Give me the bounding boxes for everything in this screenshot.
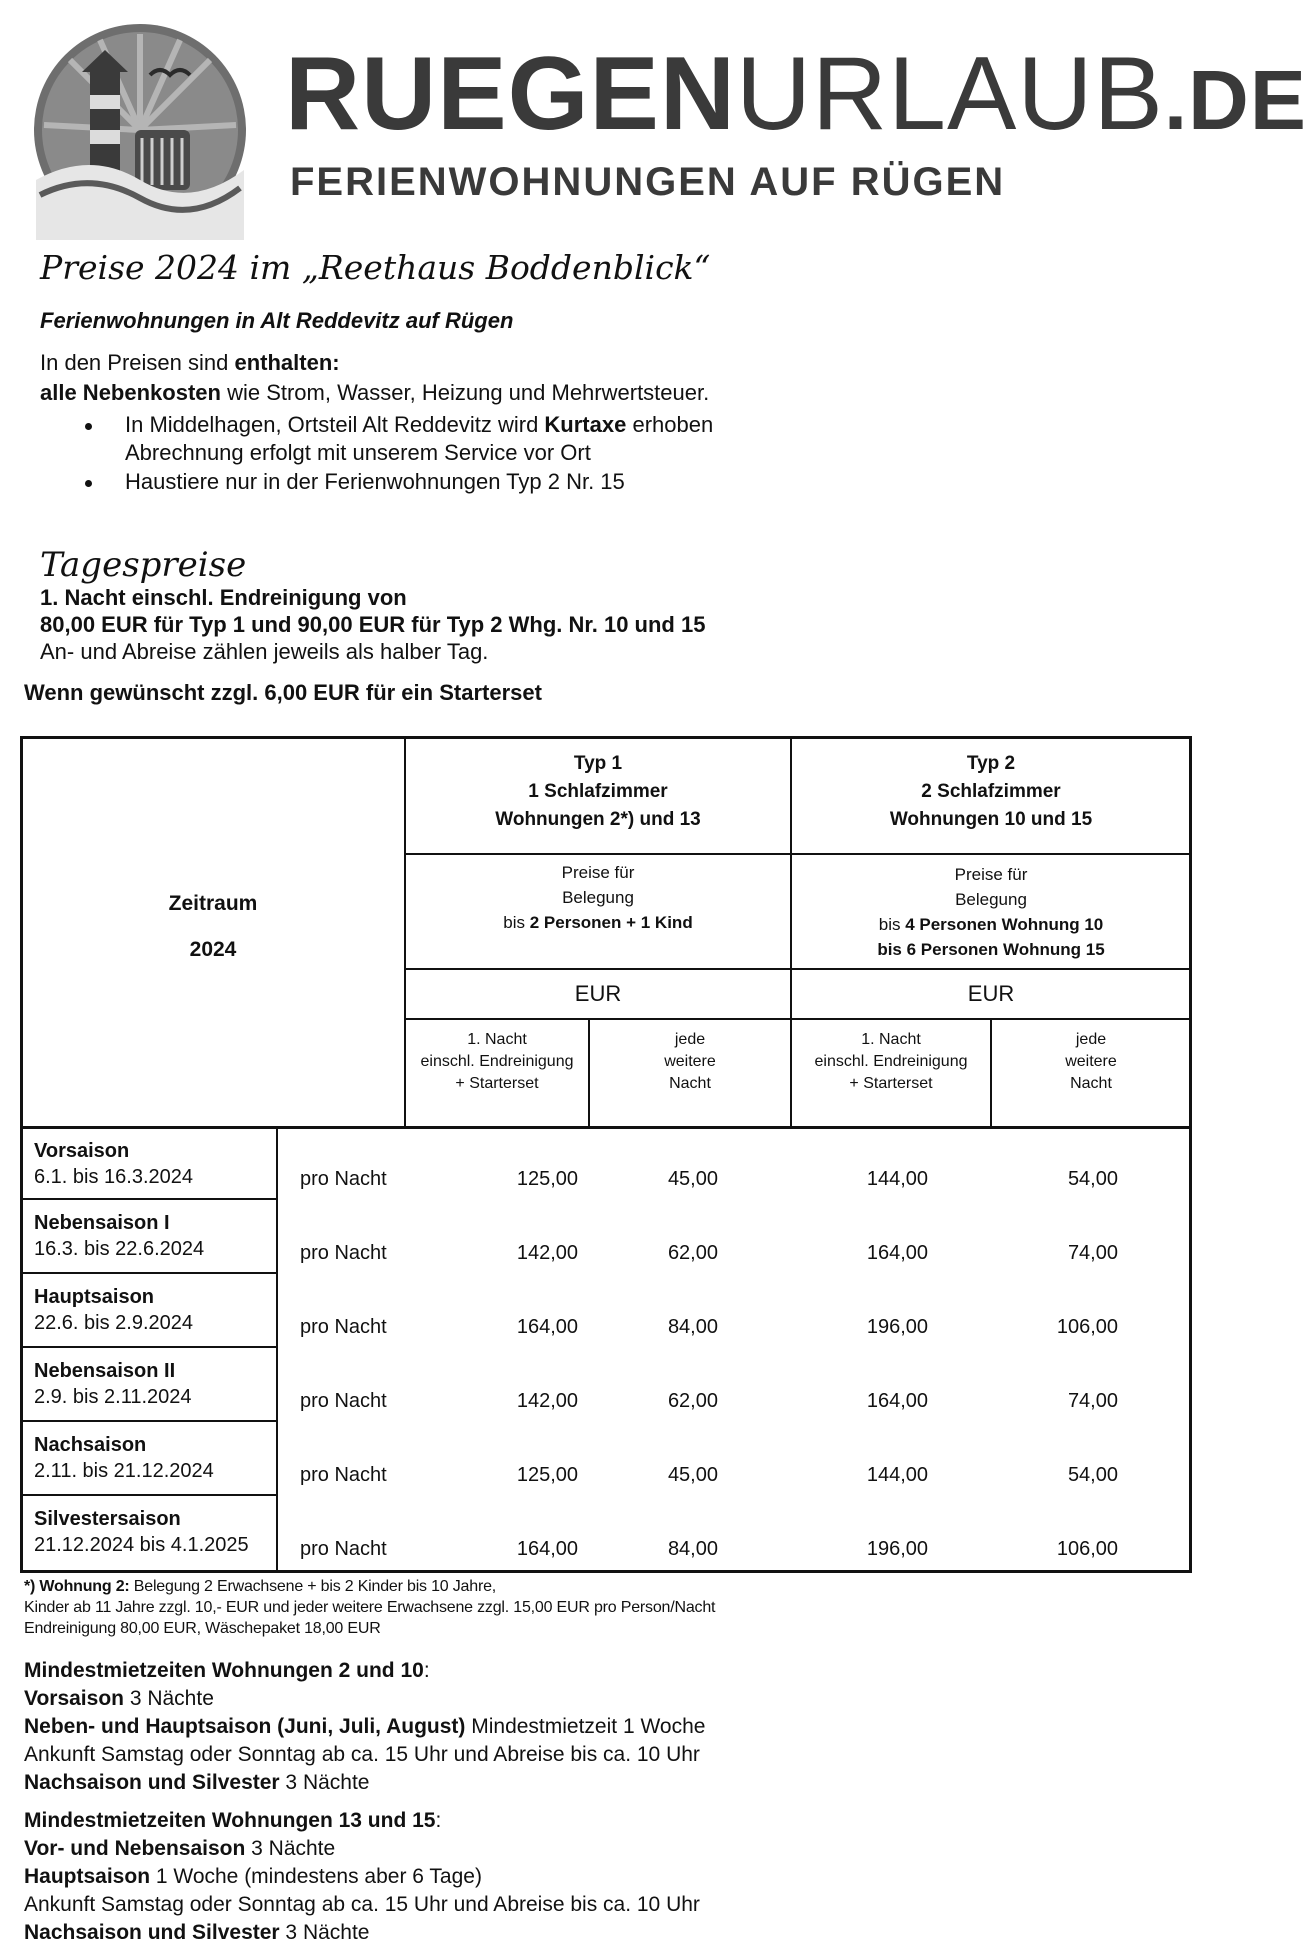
col-first-night-typ2 bbox=[792, 1029, 990, 1095]
per-night-label: pro Nacht bbox=[300, 1390, 387, 1412]
col-first-l3: + Starterset bbox=[849, 1075, 933, 1092]
min1-title bbox=[24, 1657, 705, 1685]
belegung1-l3 bbox=[406, 910, 790, 935]
table-border bbox=[20, 736, 1192, 739]
col-first-l2: einschl. Endreinigung bbox=[420, 1053, 574, 1070]
min2-row4 bbox=[24, 1919, 700, 1947]
price-cell: 84,00 bbox=[667, 1316, 718, 1338]
season-name: Nebensaison II bbox=[34, 1360, 176, 1382]
table-border bbox=[20, 736, 23, 1573]
table-line bbox=[20, 1198, 278, 1200]
belegung2-l1: Preise für bbox=[954, 865, 1028, 884]
nebenkosten-bold: alle Nebenkosten bbox=[40, 380, 221, 405]
price-cell: 106,00 bbox=[1056, 1538, 1118, 1560]
price-cell: 142,00 bbox=[516, 1390, 578, 1412]
min1-row3: Ankunft Samstag oder Sonntag ab ca. 15 Uhr und Abreise bis ca. 10 Uhr bbox=[24, 1743, 700, 1766]
price-cell: 74,00 bbox=[1067, 1242, 1118, 1264]
currency-typ2: EUR bbox=[967, 981, 1015, 1006]
table-line bbox=[276, 1126, 278, 1572]
belegung1-l2: Belegung bbox=[562, 888, 634, 907]
typ1-units: Wohnungen 2*) und 13 bbox=[495, 809, 701, 830]
page-subtitle: Ferienwohnungen in Alt Reddevitz auf Rügen bbox=[40, 308, 514, 333]
min2-row1 bbox=[24, 1835, 700, 1863]
min2-row2 bbox=[24, 1863, 700, 1891]
col-next-l1: jede bbox=[1075, 1031, 1107, 1048]
bullet-kurtaxe bbox=[125, 412, 713, 438]
col-next-l3: Nacht bbox=[669, 1075, 711, 1092]
price-cell: 125,00 bbox=[516, 1168, 578, 1190]
season-dates: 22.6. bis 2.9.2024 bbox=[34, 1312, 194, 1334]
bullet-kurtaxe-end: erhoben bbox=[626, 412, 714, 437]
price-cell: 196,00 bbox=[866, 1538, 928, 1560]
bullet-icon bbox=[85, 480, 92, 487]
min1-r2-value: Mindestmietzeit 1 Woche bbox=[465, 1715, 706, 1738]
typ1-belegung bbox=[406, 860, 790, 935]
table-row bbox=[34, 1210, 204, 1262]
belegung1-l3-prefix: bis bbox=[503, 913, 530, 932]
tagespreise-line2: 80,00 EUR für Typ 1 und 90,00 EUR für Typ 2 Whg. Nr. 10 und 15 bbox=[40, 612, 706, 637]
footnote-label: *) Wohnung 2: bbox=[24, 1578, 130, 1595]
col-first-l2: einschl. Endreinigung bbox=[814, 1053, 968, 1070]
table-line bbox=[20, 1346, 278, 1348]
min2-r1-value: 3 Nächte bbox=[245, 1837, 336, 1860]
min1-row1 bbox=[24, 1685, 705, 1713]
belegung2-l3-prefix: bis bbox=[878, 915, 906, 934]
included-bold: enthalten: bbox=[234, 350, 340, 375]
table-border bbox=[20, 1570, 1192, 1573]
typ2-rooms: 2 Schlafzimmer bbox=[921, 781, 1061, 802]
price-cell: 45,00 bbox=[667, 1464, 718, 1486]
typ2-name: Typ 2 bbox=[966, 753, 1016, 774]
price-cell: 62,00 bbox=[667, 1390, 718, 1412]
season-dates: 2.9. bis 2.11.2024 bbox=[34, 1386, 192, 1408]
zeitraum-label: Zeitraum bbox=[168, 892, 258, 915]
price-cell: 164,00 bbox=[866, 1390, 928, 1412]
page-title: Preise 2024 im „Reethaus Boddenblick“ bbox=[40, 248, 711, 287]
price-cell: 74,00 bbox=[1067, 1390, 1118, 1412]
typ2-units: Wohnungen 10 und 15 bbox=[889, 809, 1093, 830]
typ2-header bbox=[792, 750, 1190, 834]
min1-row2 bbox=[24, 1713, 705, 1741]
min1-row4 bbox=[24, 1769, 705, 1797]
per-night-label: pro Nacht bbox=[300, 1168, 387, 1190]
min2-r4-value: 3 Nächte bbox=[279, 1921, 370, 1944]
typ1-header bbox=[406, 750, 790, 834]
typ1-name: Typ 1 bbox=[573, 753, 623, 774]
price-cell: 144,00 bbox=[866, 1168, 928, 1190]
footnote-text: Belegung 2 Erwachsene + bis 2 Kinder bis 10 Jahre, bbox=[129, 1578, 497, 1595]
min2-colon: : bbox=[435, 1809, 442, 1832]
min1-r2-label: Neben- und Hauptsaison (Juni, Juli, August) bbox=[24, 1715, 466, 1738]
season-dates: 16.3. bis 22.6.2024 bbox=[34, 1238, 205, 1260]
min2-r2-value: 1 Woche (mindestens aber 6 Tage) bbox=[150, 1865, 482, 1888]
per-night-label: pro Nacht bbox=[300, 1538, 387, 1560]
included-line bbox=[40, 350, 340, 376]
min1-r4-label: Nachsaison und Silvester bbox=[24, 1771, 280, 1794]
bullet-icon bbox=[85, 423, 92, 430]
table-line bbox=[404, 1018, 1191, 1020]
belegung1-l3-bold: 2 Personen + 1 Kind bbox=[529, 913, 693, 932]
price-cell: 106,00 bbox=[1056, 1316, 1118, 1338]
table-row bbox=[34, 1432, 214, 1484]
season-name: Hauptsaison bbox=[34, 1286, 155, 1308]
typ1-rooms: 1 Schlafzimmer bbox=[528, 781, 668, 802]
min2-r2-label: Hauptsaison bbox=[24, 1865, 151, 1888]
table-line bbox=[20, 1494, 278, 1496]
season-name: Nachsaison bbox=[34, 1434, 147, 1456]
footnote-line2: Kinder ab 11 Jahre zzgl. 10,- EUR und jeder weitere Erwachsene zzgl. 15,00 EUR pro Person/Nacht bbox=[24, 1599, 716, 1616]
belegung2-l3-bold: 4 Personen Wohnung 10 bbox=[905, 915, 1104, 934]
table-row bbox=[34, 1506, 249, 1558]
min2-r1-label: Vor- und Nebensaison bbox=[24, 1837, 246, 1860]
min2-r4-label: Nachsaison und Silvester bbox=[24, 1921, 280, 1944]
col-next-l2: weitere bbox=[1065, 1053, 1117, 1070]
logo-word-light: URLAUB bbox=[735, 36, 1164, 152]
price-cell: 125,00 bbox=[516, 1464, 578, 1486]
table-line bbox=[20, 1126, 1192, 1129]
typ2-belegung bbox=[792, 862, 1190, 962]
table-line bbox=[20, 1420, 278, 1422]
price-cell: 144,00 bbox=[866, 1464, 928, 1486]
col-next-night-typ1 bbox=[590, 1029, 790, 1095]
belegung2-l4: bis 6 Personen Wohnung 15 bbox=[877, 940, 1105, 959]
col-next-night-typ2 bbox=[992, 1029, 1190, 1095]
bullet-kurtaxe-line2: Abrechnung erfolgt mit unserem Service vor Ort bbox=[125, 440, 591, 465]
price-cell: 142,00 bbox=[516, 1242, 578, 1264]
min-stay-block-2 bbox=[24, 1807, 700, 1947]
price-cell: 164,00 bbox=[516, 1316, 578, 1338]
season-dates: 2.11. bis 21.12.2024 bbox=[34, 1460, 214, 1482]
min1-colon: : bbox=[423, 1659, 430, 1682]
footnote-line1 bbox=[24, 1576, 496, 1597]
col-next-l3: Nacht bbox=[1070, 1075, 1112, 1092]
min1-r1-value: 3 Nächte bbox=[123, 1687, 214, 1710]
min2-row3: Ankunft Samstag oder Sonntag ab ca. 15 Uhr und Abreise bis ca. 10 Uhr bbox=[24, 1893, 700, 1916]
price-cell: 84,00 bbox=[667, 1538, 718, 1560]
table-row bbox=[34, 1284, 193, 1336]
col-first-night-typ1 bbox=[406, 1029, 588, 1095]
tagespreise-line3: An- und Abreise zählen jeweils als halber Tag. bbox=[40, 639, 489, 664]
belegung2-l3 bbox=[792, 912, 1190, 937]
min2-title-text: Mindestmietzeiten Wohnungen 13 und 15 bbox=[24, 1809, 436, 1832]
logo-emblem bbox=[30, 20, 250, 240]
season-name: Vorsaison bbox=[34, 1140, 130, 1162]
included-text: In den Preisen sind bbox=[40, 350, 235, 375]
zeitraum-year: 2024 bbox=[189, 938, 237, 961]
price-cell: 54,00 bbox=[1067, 1168, 1118, 1190]
belegung2-l2: Belegung bbox=[955, 890, 1027, 909]
season-dates: 6.1. bis 16.3.2024 bbox=[34, 1166, 194, 1188]
nebenkosten-line bbox=[40, 380, 709, 406]
col-next-l1: jede bbox=[674, 1031, 706, 1048]
logo-wordmark bbox=[285, 36, 1307, 152]
logo-tagline: FERIENWOHNUNGEN AUF RÜGEN bbox=[290, 160, 1006, 204]
season-dates: 21.12.2024 bis 4.1.2025 bbox=[34, 1534, 249, 1556]
bullet-kurtaxe-bold: Kurtaxe bbox=[544, 412, 627, 437]
table-line bbox=[20, 1272, 278, 1274]
price-cell: 164,00 bbox=[866, 1242, 928, 1264]
logo-word-tld: .DE bbox=[1163, 53, 1307, 147]
price-cell: 196,00 bbox=[866, 1316, 928, 1338]
footnote-line3: Endreinigung 80,00 EUR, Wäschepaket 18,00 EUR bbox=[24, 1620, 381, 1637]
tagespreise-title: Tagespreise bbox=[40, 545, 247, 585]
bullet-haustiere: Haustiere nur in der Ferienwohnungen Typ 2 Nr. 15 bbox=[125, 469, 625, 494]
table-line bbox=[404, 968, 1191, 970]
min1-r1-label: Vorsaison bbox=[24, 1687, 124, 1710]
logo-word-bold: RUEGEN bbox=[285, 36, 736, 152]
min1-title-text: Mindestmietzeiten Wohnungen 2 und 10 bbox=[24, 1659, 424, 1682]
price-cell: 45,00 bbox=[667, 1168, 718, 1190]
min1-r4-value: 3 Nächte bbox=[279, 1771, 370, 1794]
min-stay-block-1 bbox=[24, 1657, 705, 1797]
table-row bbox=[34, 1358, 192, 1410]
belegung1-l1: Preise für bbox=[561, 863, 635, 882]
bullet-kurtaxe-text: In Middelhagen, Ortsteil Alt Reddevitz wird bbox=[125, 412, 545, 437]
per-night-label: pro Nacht bbox=[300, 1242, 387, 1264]
col-next-l2: weitere bbox=[664, 1053, 716, 1070]
per-night-label: pro Nacht bbox=[300, 1464, 387, 1486]
col-first-l1: 1. Nacht bbox=[861, 1031, 921, 1048]
tagespreise-line1: 1. Nacht einschl. Endreinigung von bbox=[40, 585, 407, 610]
currency-typ1: EUR bbox=[574, 981, 622, 1006]
per-night-label: pro Nacht bbox=[300, 1316, 387, 1338]
min2-title bbox=[24, 1807, 700, 1835]
table-line bbox=[404, 853, 1191, 855]
col-first-l3: + Starterset bbox=[455, 1075, 539, 1092]
price-cell: 62,00 bbox=[667, 1242, 718, 1264]
starterset-note: Wenn gewünscht zzgl. 6,00 EUR für ein Starterset bbox=[24, 680, 542, 705]
col-first-l1: 1. Nacht bbox=[467, 1031, 527, 1048]
nebenkosten-text: wie Strom, Wasser, Heizung und Mehrwertsteuer. bbox=[220, 380, 710, 405]
season-name: Nebensaison I bbox=[34, 1212, 170, 1234]
season-name: Silvestersaison bbox=[34, 1508, 181, 1530]
price-cell: 164,00 bbox=[516, 1538, 578, 1560]
price-cell: 54,00 bbox=[1067, 1464, 1118, 1486]
table-row bbox=[34, 1138, 193, 1190]
